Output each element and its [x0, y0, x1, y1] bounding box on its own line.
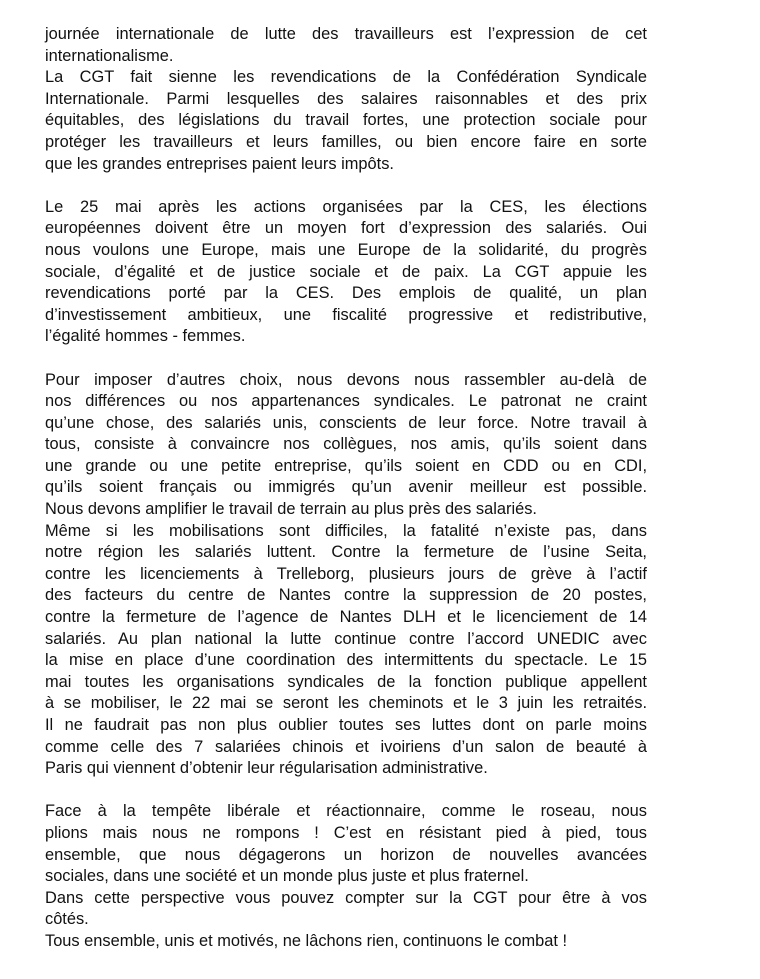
- text-line: ensemble, que nous dégagerons un horizon de nouvelles avancées: [45, 845, 647, 864]
- paragraph-mobilisations: [45, 370, 647, 780]
- paragraph-european-elections: [45, 197, 647, 348]
- text-line: des facteurs du centre de Nantes contre la suppression de 20 postes,: [45, 586, 647, 605]
- text-line: notre région les salariés luttent. Contre la fermeture de l’usine Seita,: [45, 543, 647, 562]
- text-line: nous voulons une Europe, mais une Europe de la solidarité, du progrès: [45, 240, 647, 259]
- text-line: Le 25 mai après les actions organisées par la CES, les élections: [45, 197, 647, 216]
- text-line: Paris qui viennent d’obtenir leur régularisation administrative.: [45, 759, 488, 778]
- text-line: une grande ou une petite entreprise, qu’ils soient en CDD ou en CDI,: [45, 456, 647, 475]
- text-line: Nous devons amplifier le travail de terrain au plus près des salariés.: [45, 500, 537, 519]
- paragraph-spacer: [45, 175, 647, 197]
- paragraph-spacer: [45, 348, 647, 370]
- text-line: mai toutes les organisations syndicales de la fonction publique appellent: [45, 672, 647, 691]
- text-line: l’égalité hommes - femmes.: [45, 327, 246, 346]
- text-line: Tous ensemble, unis et motivés, ne lâchons rien, continuons le combat !: [45, 931, 568, 950]
- text-line: européennes doivent être un moyen fort d’expression des salariés. Oui: [45, 219, 647, 238]
- text-line: Dans cette perspective vous pouvez compter sur la CGT pour être à vos: [45, 888, 647, 907]
- paragraph-conclusion: [45, 801, 647, 952]
- text-line: sociale, d’égalité et de justice sociale et de paix. La CGT appuie les: [45, 262, 647, 281]
- text-line: tous, consiste à convaincre nos collègues, nos amis, qu’ils soient dans: [45, 435, 647, 454]
- text-line: internationalisme.: [45, 46, 174, 65]
- text-line: journée internationale de lutte des travailleurs est l’expression de cet: [45, 25, 647, 43]
- text-line: qu’ils soient français ou immigrés qu’un avenir meilleur est possible.: [45, 478, 647, 497]
- text-line: que les grandes entreprises paient leurs impôts.: [45, 154, 394, 173]
- text-line: équitables, des législations du travail fortes, une protection sociale pour: [45, 111, 647, 130]
- document-page: [45, 24, 647, 953]
- text-line: sociales, dans une société et un monde plus juste et plus fraternel.: [45, 867, 529, 886]
- paragraph-internationalism: [45, 24, 647, 175]
- text-line: Internationale. Parmi lesquelles des salaires raisonnables et des prix: [45, 89, 647, 108]
- text-line: contre les licenciements à Trelleborg, plusieurs jours de grève à l’actif: [45, 564, 647, 583]
- text-line: protéger les travailleurs et leurs familles, ou bien encore faire en sorte: [45, 132, 647, 151]
- text-line: salariés. Au plan national la lutte continue contre l’accord UNEDIC avec: [45, 629, 647, 648]
- paragraph-spacer: [45, 780, 647, 802]
- text-line: nos différences ou nos appartenances syndicales. Le patronat ne craint: [45, 392, 647, 411]
- text-line: qu’une chose, des salariés unis, conscients de leur force. Notre travail à: [45, 413, 647, 432]
- text-line: Face à la tempête libérale et réactionnaire, comme le roseau, nous: [45, 802, 647, 821]
- text-line: comme celle des 7 salariées chinois et ivoiriens d’un salon de beauté à: [45, 737, 647, 756]
- text-line: Pour imposer d’autres choix, nous devons nous rassembler au-delà de: [45, 370, 647, 389]
- text-line: Il ne faudrait pas non plus oublier toutes ses luttes dont on parle moins: [45, 716, 647, 734]
- text-line: côtés.: [45, 910, 89, 929]
- text-line: plions mais nous ne rompons ! C’est en résistant pied à pied, tous: [45, 823, 647, 842]
- text-line: d’investissement ambitieux, une fiscalité progressive et redistributive,: [45, 305, 647, 324]
- text-line: La CGT fait sienne les revendications de la Confédération Syndicale: [45, 68, 647, 87]
- text-line: à se mobiliser, le 22 mai se seront les cheminots et le 3 juin les retraités.: [45, 694, 647, 713]
- text-line: contre la fermeture de l’agence de Nantes DLH et le licenciement de 14: [45, 608, 647, 627]
- text-line: revendications porté par la CES. Des emplois de qualité, un plan: [45, 284, 647, 303]
- text-line: Même si les mobilisations sont difficiles, la fatalité n’existe pas, dans: [45, 521, 647, 540]
- text-line: la mise en place d’une coordination des intermittents du spectacle. Le 15: [45, 651, 647, 670]
